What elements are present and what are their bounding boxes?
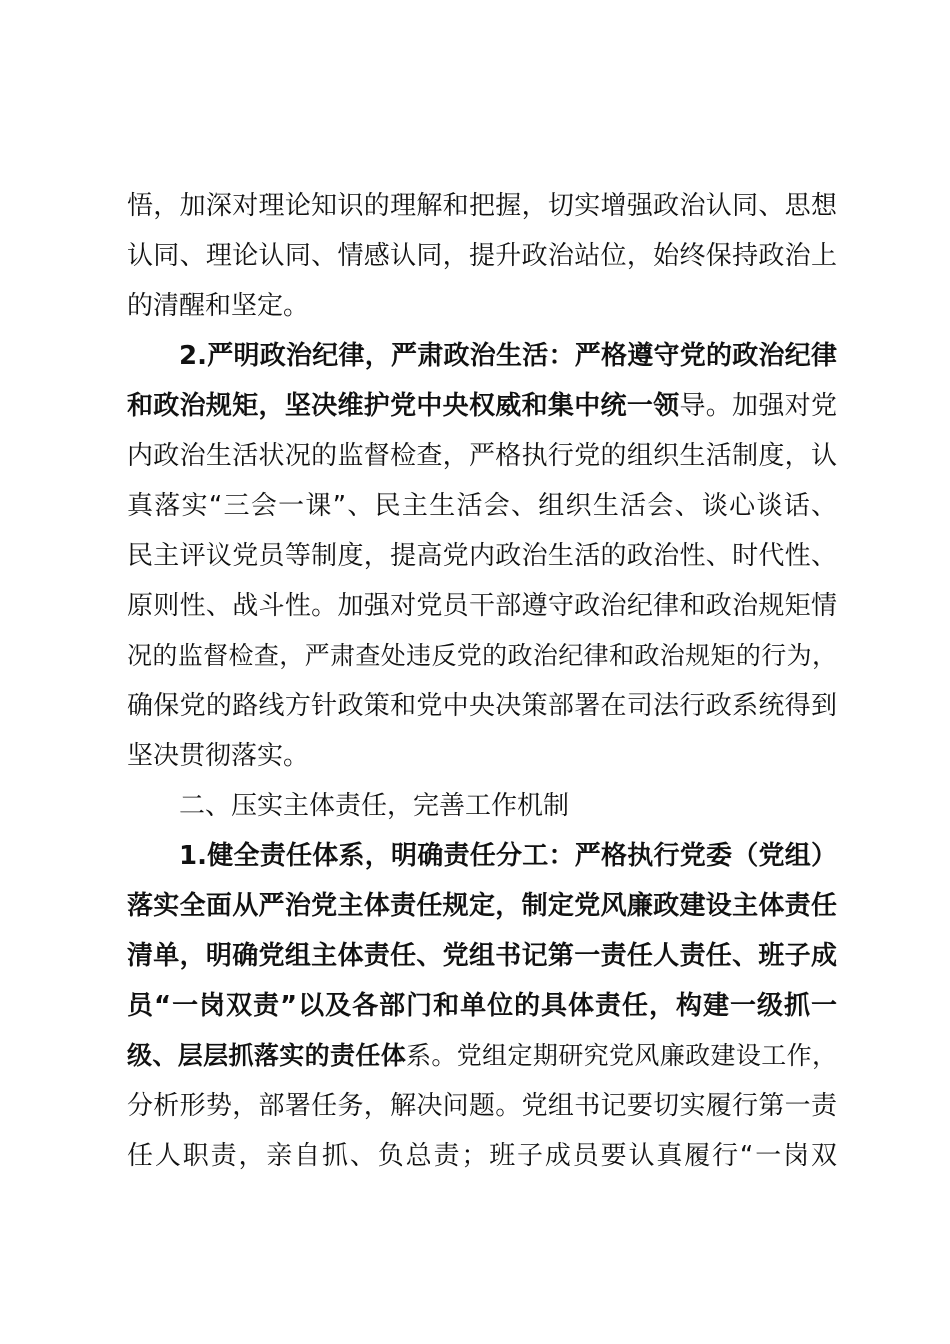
- text-run: 二、压实主体责任，完善工作机制: [179, 791, 570, 821]
- text-line: [127, 581, 837, 631]
- bold-heading-line: [179, 331, 837, 381]
- text-line: [127, 1131, 837, 1181]
- bold-run: 清单，明确党组主体责任、党组书记第一责任人责任、班子成: [127, 941, 837, 971]
- text-run: 的清醒和坚定。: [127, 291, 310, 321]
- text-run: 分析形势，部署任务，解决问题。党组书记要切实履行第一责: [127, 1091, 837, 1121]
- text-run: 民主评议党员等制度，提高党内政治生活的政治性、时代性、: [127, 541, 837, 571]
- text-run: 真落实“三会一课”、民主生活会、组织生活会、谈心谈话、: [127, 491, 837, 521]
- text-run: 确保党的路线方针政策和党中央决策部署在司法行政系统得到: [127, 691, 837, 721]
- text-line: [127, 681, 837, 731]
- text-line: [127, 531, 837, 581]
- text-line: [127, 931, 837, 981]
- text-run: 内政治生活状况的监督检查，严格执行党的组织生活制度，认: [127, 441, 837, 471]
- text-run: 系。党组定期研究党风廉政建设工作，: [406, 1041, 837, 1070]
- text-line: [127, 731, 837, 781]
- section-heading: [179, 781, 837, 831]
- text-run: 导。加强对党: [679, 391, 837, 421]
- text-line: [127, 231, 837, 281]
- bold-run: 2.严明政治纪律，严肃政治生活：严格遵守党的政治纪律: [179, 341, 837, 371]
- text-line: [127, 281, 837, 331]
- text-run: 原则性、战斗性。加强对党员干部遵守政治纪律和政治规矩情: [127, 591, 837, 621]
- text-run: 况的监督检查，严肃查处违反党的政治纪律和政治规矩的行为，: [127, 641, 837, 670]
- text-line: [127, 981, 837, 1031]
- bold-run: 级、层层抓落实的责任体: [127, 1041, 407, 1070]
- text-line: [127, 631, 837, 681]
- text-run: 坚决贯彻落实。: [127, 741, 310, 771]
- bold-run: 落实全面从严治党主体责任规定，制定党风廉政建设主体责任: [127, 891, 837, 921]
- text-line: [127, 181, 837, 231]
- text-line: [127, 881, 837, 931]
- text-run: 悟，加深对理论知识的理解和把握，切实增强政治认同、思想: [127, 191, 837, 221]
- bold-run: 1.健全责任体系，明确责任分工：严格执行党委（党组）: [179, 841, 837, 871]
- text-line: [127, 481, 837, 531]
- text-line: [127, 1031, 837, 1081]
- bold-heading-line: [179, 831, 837, 881]
- text-line: [127, 1081, 837, 1131]
- text-run: 认同、理论认同、情感认同，提升政治站位，始终保持政治上: [127, 241, 837, 271]
- text-line: [127, 431, 837, 481]
- text-run: 任人职责，亲自抓、负总责；班子成员要认真履行“一岗双: [127, 1141, 837, 1171]
- bold-run: 员“一岗双责”以及各部门和单位的具体责任，构建一级抓一: [127, 991, 837, 1021]
- text-line: [127, 381, 837, 431]
- bold-run: 和政治规矩，坚决维护党中央权威和集中统一领: [127, 391, 680, 421]
